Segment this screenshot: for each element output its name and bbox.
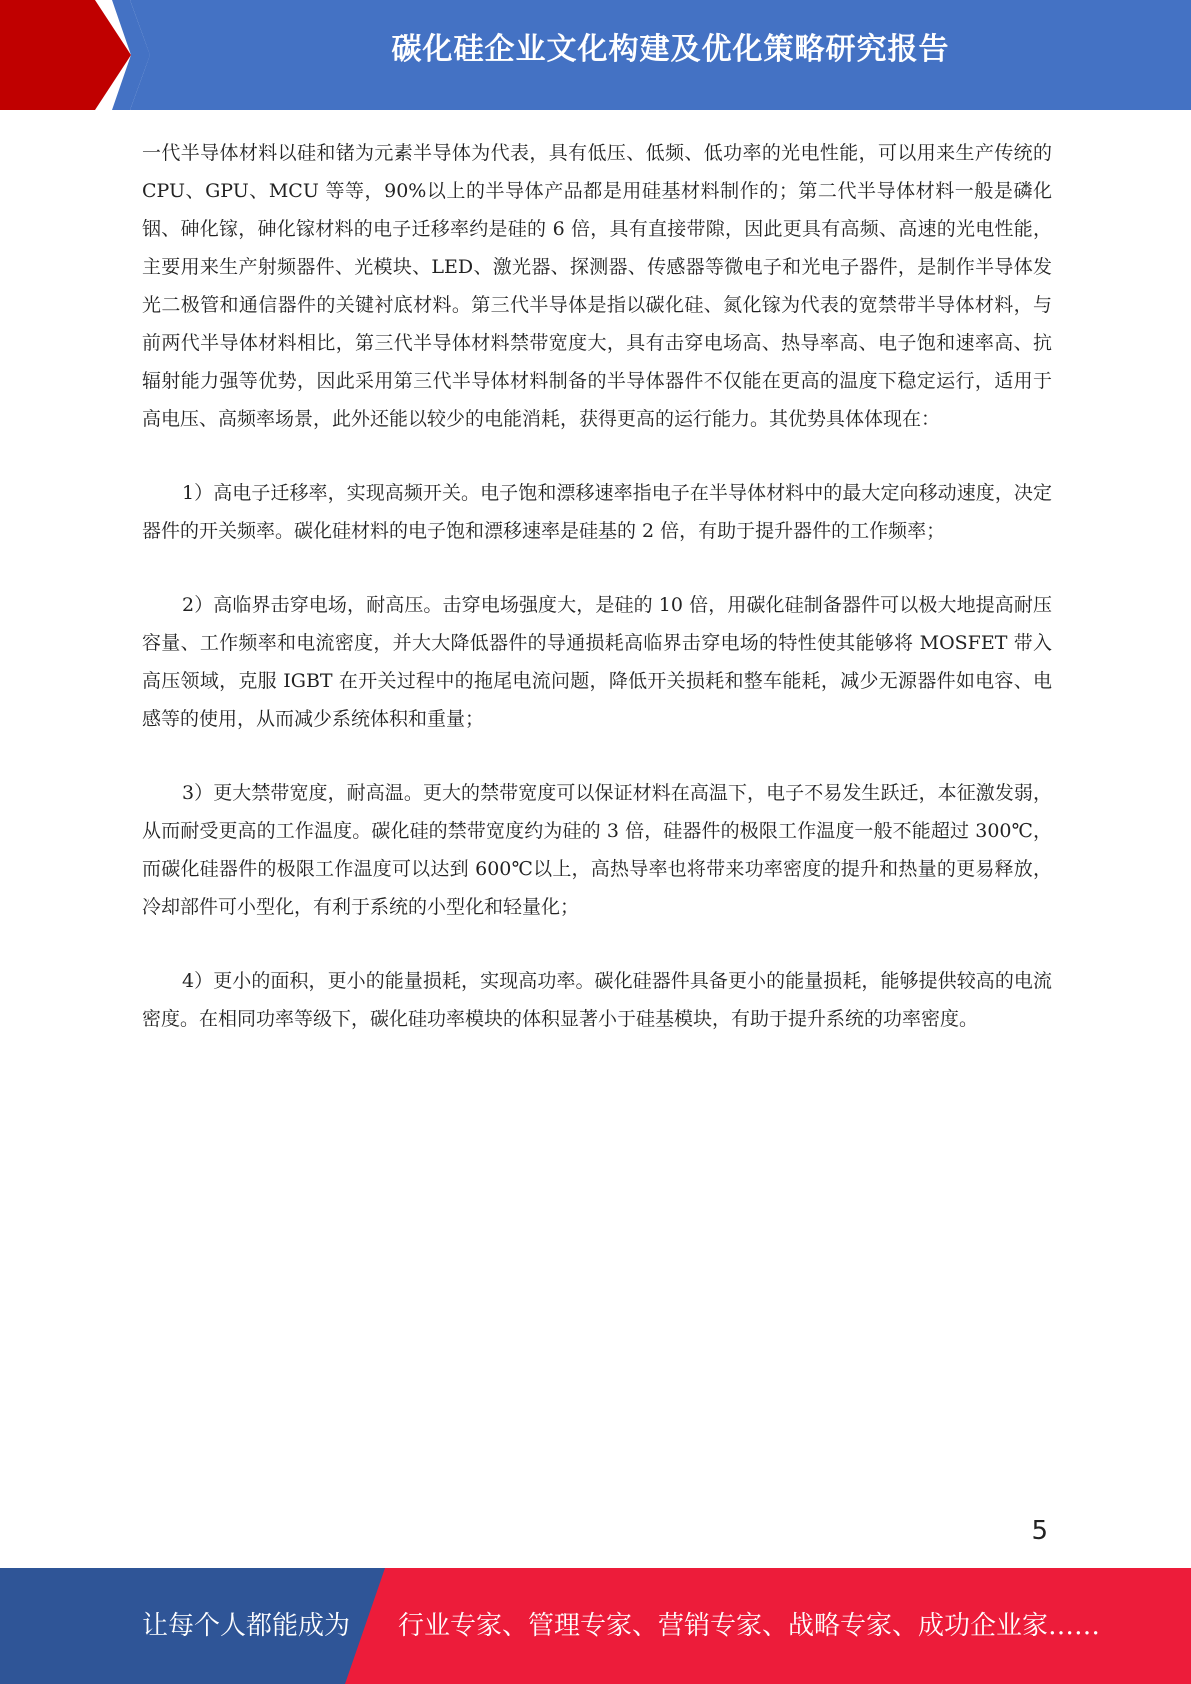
page-title: 碳化硅企业文化构建及优化策略研究报告 [391,32,950,67]
chevron-arrow-decoration [0,0,160,110]
advantage-item-2: 2）高临界击穿电场，耐高压。击穿电场强度大，是硅的 10 倍，用碳化硅制备器件可以极大地提高耐压容量、工作频率和电流密度，并大大降低器件的导通损耗高临界击穿电场的特性使其能够将 MOSFET 带入高压领域，克服 IGBT 在开关过程中的拖尾电流问题，降低开关损耗和整车能耗，减少无源器件如电容、电感等的使用，从而减少系统体积和重量； [142,594,1052,730]
advantage-item-3: 3）更大禁带宽度，耐高温。更大的禁带宽度可以保证材料在高温下，电子不易发生跃迁，本征激发弱，从而耐受更高的工作温度。碳化硅的禁带宽度约为硅的 3 倍，硅器件的极限工作温度一般不能超过 300℃，而碳化硅器件的极限工作温度可以达到 600℃以上，高热导率也将带来功率密度的提升和热量的更易释放，冷却部件可小型化，有利于系统的小型化和轻量化； [142,782,1052,918]
advantage-item-1: 1）高电子迁移率，实现高频开关。电子饱和漂移速率指电子在半导体材料中的最大定向移动速度，决定器件的开关频率。碳化硅材料的电子饱和漂移速率是硅基的 2 倍，有助于提升器件的工作频率； [142,482,1052,542]
page-footer [0,1568,1191,1684]
intro-paragraph: 一代半导体材料以硅和锗为元素半导体为代表，具有低压、低频、低功率的光电性能，可以用来生产传统的 CPU、GPU、MCU 等等，90%以上的半导体产品都是用硅基材料制作的；第二代半导体材料一般是磷化铟、砷化镓，砷化镓材料的电子迁移率约是硅的 6 倍，具有直接带隙，因此更具有高频、高速的光电性能，主要用来生产射频器件、光模块、LED、激光器、探测器、传感器等微电子和光电子器件，是制作半导体发光二极管和通信器件的关键衬底材料。第三代半导体是指以碳化硅、氮化镓为代表的宽禁带半导体材料，与前两代半导体材料相比，第三代半导体材料禁带宽度大，具有击穿电场高、热导率高、电子饱和速率高、抗辐射能力强等优势，因此采用第三代半导体材料制备的半导体器件不仅能在更高的温度下稳定运行，适用于高电压、高频率场景，此外还能以较少的电能消耗，获得更高的运行能力。其优势具体体现在： [142,142,1052,430]
page-header [0,0,1191,110]
advantage-item-4: 4）更小的面积，更小的能量损耗，实现高功率。碳化硅器件具备更小的能量损耗，能够提供较高的电流密度。在相同功率等级下，碳化硅功率模块的体积显著小于硅基模块，有助于提升系统的功率密度。 [142,970,1052,1030]
footer-slogan-left: 让每个人都能成为 [142,1611,351,1641]
footer-slogan-right: 行业专家、管理专家、营销专家、战略专家、成功企业家…… [398,1611,1101,1641]
page-number: 5 [1031,1516,1048,1546]
report-body [142,134,1052,1038]
